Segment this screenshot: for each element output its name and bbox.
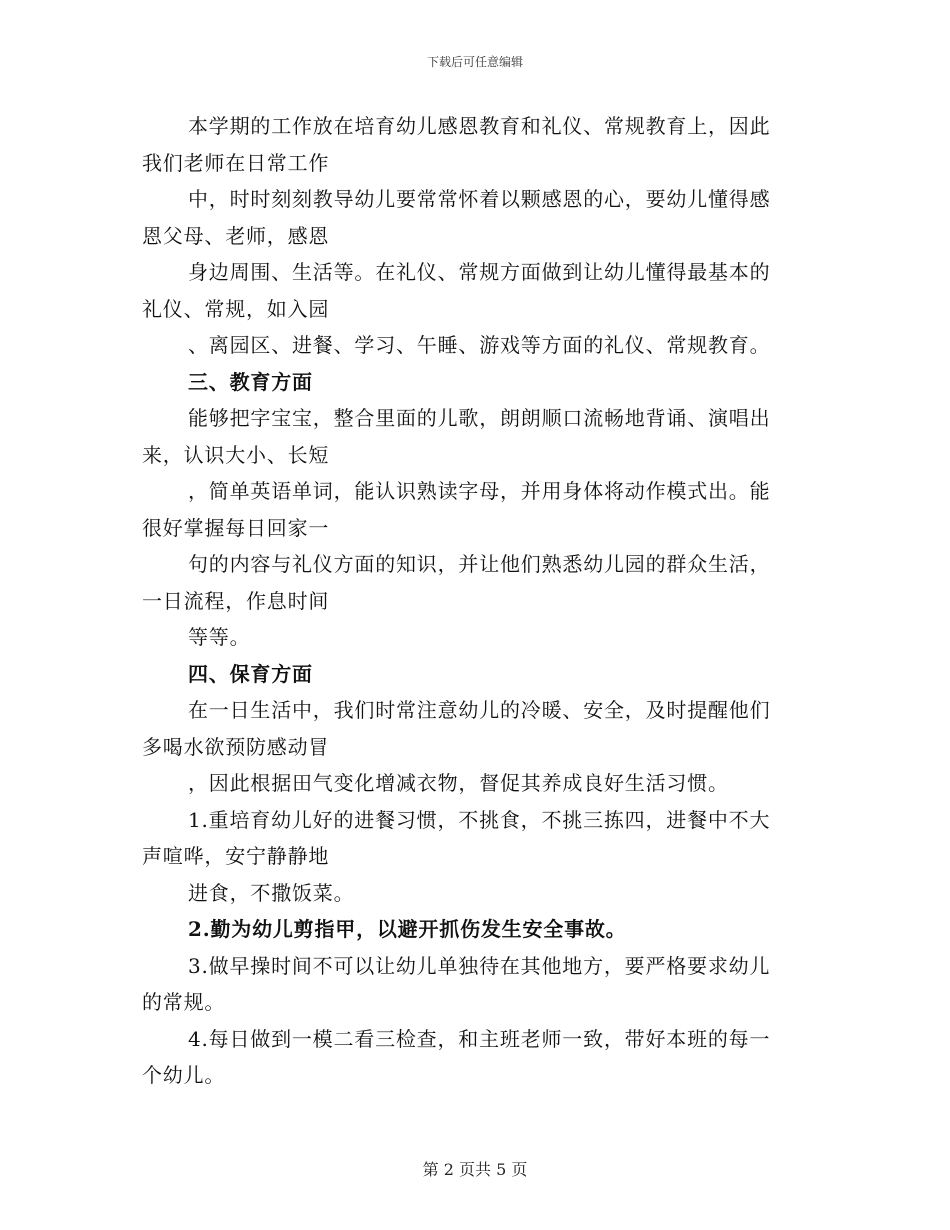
text-line: 等等。 (188, 625, 251, 649)
text-line: 声喧哗，安宁静静地 (142, 844, 330, 868)
text-line: 很好掌握每日回家一 (142, 515, 330, 540)
text-line: 的常规。 (142, 990, 226, 1014)
text-line: 句的内容与礼仪方面的知识，并让他们熟悉幼儿园的群众生活， (188, 552, 771, 576)
text-line: 能够把字宝宝，整合里面的儿歌，朗朗顺口流畅地背诵、演唱出 (188, 406, 771, 430)
text-line: 进食，不撒饭菜。 (188, 880, 355, 905)
text-line: 本学期的工作放在培育幼儿感恩教育和礼仪、常规教育上，因此 (188, 114, 771, 138)
text-line: 恩父母、老师，感恩 (142, 223, 330, 248)
text-line: 个幼儿。 (142, 1063, 226, 1087)
text-line: 多喝水欲预防感动冒 (142, 734, 330, 759)
section-heading: 2.勤为幼儿剪指甲，以避开抓伤发生安全事故。 (188, 917, 627, 941)
page-header: 下载后可任意编辑 (426, 55, 523, 69)
text-line: 1.重培育幼儿好的进餐习惯，不挑食，不挑三拣四，进餐中不大 (188, 807, 771, 832)
section-heading: 三、教育方面 (188, 369, 313, 394)
text-line: 我们老师在日常工作 (142, 150, 330, 175)
text-line: 在一日生活中，我们时常注意幼儿的冷暖、安全，及时提醒他们 (188, 698, 771, 722)
text-line: 身边周围、生活等。在礼仪、常规方面做到让幼儿懂得最基本的 (188, 260, 771, 284)
text-line: ，因此根据田气变化增减衣物，督促其养成良好生活习惯。 (188, 771, 729, 795)
text-line: ，简单英语单词，能认识熟读字母，并用身体将动作模式出。能 (188, 479, 771, 503)
text-line: 来，认识大小、长短 (142, 442, 330, 467)
text-line: 、离园区、进餐、学习、午睡、游戏等方面的礼仪、常规教育。 (188, 333, 771, 357)
text-line: 一日流程，作息时间 (142, 588, 330, 613)
page-footer: 第 2 页共 5 页 (422, 1160, 528, 1179)
text-line: 礼仪、常规，如入园 (142, 296, 330, 321)
section-heading: 四、保育方面 (188, 661, 313, 686)
document-body (142, 108, 802, 1094)
text-line: 4.每日做到一模二看三检查，和主班老师一致，带好本班的每一 (188, 1026, 771, 1051)
text-line: 中，时时刻刻教导幼儿要常常怀着以颗感恩的心，要幼儿懂得感 (188, 187, 771, 211)
text-line: 3.做早操时间不可以让幼儿单独待在其他地方，要严格要求幼儿 (188, 953, 771, 978)
